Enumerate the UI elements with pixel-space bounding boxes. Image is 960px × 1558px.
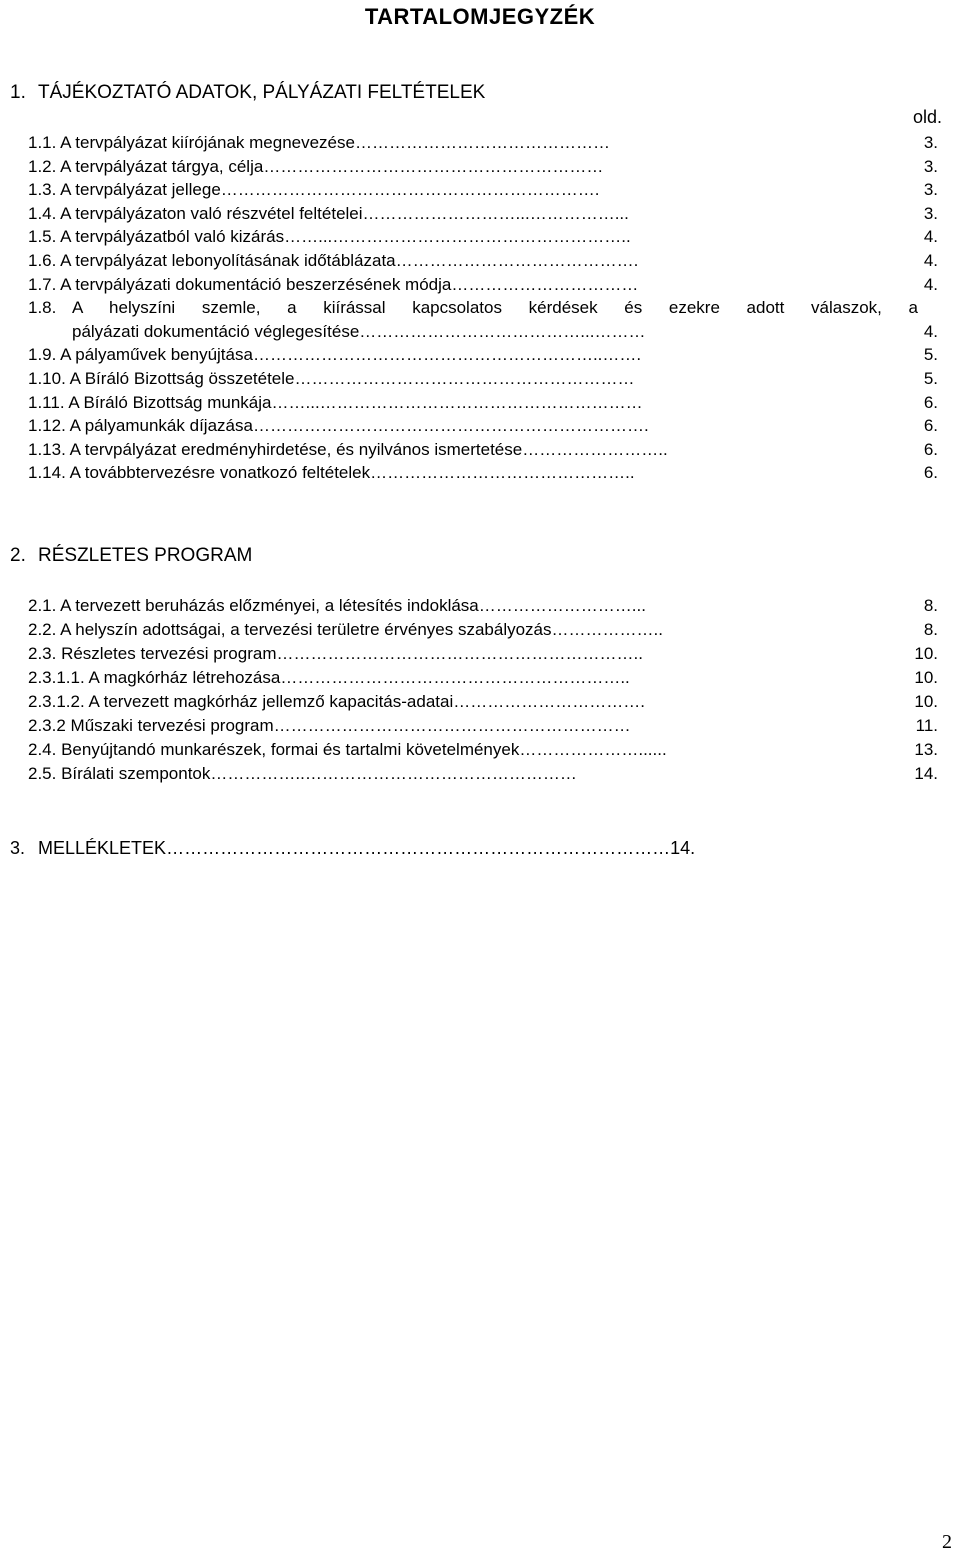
toc-entry-title: 1.3. A tervpályázat jellege bbox=[28, 180, 221, 200]
toc-entry-title: 1.10. A Bíráló Bizottság összetétele bbox=[28, 368, 295, 388]
toc-page-number: 4. bbox=[923, 321, 938, 341]
toc-entry-text bbox=[28, 249, 638, 273]
toc-entry-text bbox=[28, 178, 600, 202]
toc-leader-dots: …………………...... bbox=[519, 740, 667, 759]
toc-entry-text bbox=[28, 414, 649, 438]
toc-leader-dots: ………………………………………………………………………… bbox=[166, 838, 671, 858]
toc-entry bbox=[28, 690, 938, 714]
section-3-heading bbox=[10, 838, 950, 859]
section-number: 3. bbox=[10, 838, 26, 858]
toc-entry bbox=[28, 414, 938, 438]
toc-leader-dots: …………………………………………………………. bbox=[220, 180, 600, 200]
section-title: MELLÉKLETEK bbox=[38, 838, 167, 858]
section-title: RÉSZLETES PROGRAM bbox=[38, 545, 253, 566]
toc-entry-text bbox=[28, 225, 631, 249]
toc-page-number: 14. bbox=[914, 764, 938, 783]
toc-list-section-2 bbox=[28, 594, 938, 786]
toc-entry bbox=[28, 296, 938, 343]
toc-leader-dots: ……...………………………………………………… bbox=[271, 392, 643, 412]
toc-entry bbox=[28, 273, 938, 297]
toc-page-number: 4. bbox=[923, 227, 938, 247]
toc-leader-dots: ……………………………………………………… bbox=[273, 716, 631, 735]
toc-entry bbox=[28, 343, 938, 367]
toc-entry-text bbox=[28, 131, 610, 155]
toc-page-number: 3. bbox=[923, 133, 938, 152]
toc-entry-title: 1.1. A tervpályázat kiírójának megnevezése bbox=[28, 133, 355, 152]
toc-entry-text bbox=[28, 155, 603, 179]
toc-entry-text bbox=[28, 690, 645, 714]
toc-entry bbox=[28, 642, 938, 666]
toc-entry-text bbox=[28, 367, 635, 391]
toc-entry bbox=[28, 178, 938, 202]
toc-entry-number: 1.8. bbox=[28, 298, 57, 318]
toc-leader-dots: ……………………………. bbox=[453, 692, 645, 711]
toc-entry bbox=[28, 202, 938, 226]
page-number: 2 bbox=[942, 1531, 952, 1553]
toc-list-section-1 bbox=[28, 131, 938, 485]
toc-leader-dots: …………………………………………………… bbox=[263, 156, 604, 176]
toc-entry-text-continued bbox=[28, 320, 938, 344]
toc-entry-text-line2: pályázati dokumentáció véglegesítése bbox=[72, 321, 360, 341]
toc-entry-title: 1.4. A tervpályázaton való részvétel feltételei bbox=[28, 203, 363, 223]
toc-entry-title: 1.7. A tervpályázati dokumentáció beszerzésének módja bbox=[28, 274, 452, 294]
toc-leader-dots: …………………………… bbox=[451, 274, 639, 294]
toc-entry bbox=[28, 155, 938, 179]
toc-entry-title: 1.12. A pályamunkák díjazása bbox=[28, 416, 253, 436]
toc-leader-dots: ……………………………………… bbox=[354, 133, 610, 152]
toc-page-number: 10. bbox=[914, 644, 938, 663]
section-number: 1. bbox=[10, 82, 26, 103]
document-title: TARTALOMJEGYZÉK bbox=[364, 4, 596, 29]
toc-page-number: 6. bbox=[923, 463, 938, 483]
toc-page-number: 4. bbox=[923, 274, 938, 294]
section-title: TÁJÉKOZTATÓ ADATOK, PÁLYÁZATI FELTÉTELEK bbox=[38, 82, 486, 103]
toc-entry-title: 2.4. Benyújtandó munkarészek, formai és tartalmi követelmények bbox=[28, 740, 520, 759]
toc-leader-dots: ……………………………………….. bbox=[370, 463, 635, 483]
toc-entry-title: 2.5. Bírálati szempontok bbox=[28, 764, 211, 783]
section-2-heading bbox=[10, 545, 252, 567]
toc-entry bbox=[28, 461, 938, 485]
page-column-label: old. bbox=[912, 107, 942, 127]
toc-leader-dots: …………………………………...……… bbox=[359, 321, 646, 341]
toc-entry-title: 1.6. A tervpályázat lebonyolításának időtáblázata bbox=[28, 250, 396, 270]
toc-entry bbox=[28, 714, 938, 738]
toc-page-number: 3. bbox=[923, 156, 938, 176]
toc-page-number: 8. bbox=[923, 596, 938, 615]
toc-entry-title: 2.3.1.2. A tervezett magkórház jellemző kapacitás-adatai bbox=[28, 692, 454, 711]
toc-entry-title: 2.2. A helyszín adottságai, a tervezési területre érvényes szabályozás bbox=[28, 620, 552, 639]
toc-entry-title: 1.14. A továbbtervezésre vonatkozó feltételek bbox=[28, 463, 371, 483]
toc-entry-text bbox=[28, 618, 663, 642]
toc-leader-dots: …………………………………………………… bbox=[294, 368, 635, 388]
toc-entry bbox=[28, 225, 938, 249]
toc-leader-dots: ………………………...……………... bbox=[362, 203, 629, 223]
toc-entry-text bbox=[28, 391, 643, 415]
toc-page-number: 5. bbox=[923, 345, 938, 365]
toc-entry-title: 1.9. A pályaművek benyújtása bbox=[28, 345, 253, 365]
toc-page-number: 8. bbox=[923, 620, 938, 639]
toc-page-number: 5. bbox=[923, 368, 938, 388]
toc-leader-dots: ……………………………………. bbox=[395, 250, 639, 270]
toc-leader-dots: …………………………………………………….. bbox=[280, 668, 630, 687]
toc-page-number: 10. bbox=[914, 668, 938, 687]
section-1-heading bbox=[10, 82, 485, 104]
toc-entry-title: 2.1. A tervezett beruházás előzményei, a létesítés indoklása bbox=[28, 596, 479, 615]
toc-entry-title: 1.11. A Bíráló Bizottság munkája bbox=[28, 392, 272, 412]
toc-entry-text: A helyszíni szemle, a kiírással kapcsolatos kérdések és ezekre adott válaszok, a bbox=[72, 298, 918, 318]
toc-entry-title: 2.3.2 Műszaki tervezési program bbox=[28, 716, 274, 735]
section-number: 2. bbox=[10, 545, 26, 566]
toc-entry-text bbox=[28, 642, 643, 666]
toc-entry-text bbox=[28, 594, 646, 618]
toc-page-number: 14. bbox=[670, 838, 696, 858]
toc-entry-text bbox=[28, 202, 629, 226]
toc-entry-text bbox=[28, 738, 667, 762]
toc-entry bbox=[28, 738, 938, 762]
toc-entry-text bbox=[28, 714, 631, 738]
toc-leader-dots: ……………..………………………………………… bbox=[210, 764, 577, 783]
toc-leader-dots: ……………………………………………………….. bbox=[276, 644, 643, 663]
toc-page-number: 6. bbox=[923, 416, 938, 436]
toc-leader-dots: ……………………………………………………………. bbox=[252, 416, 649, 436]
toc-entry-title: 2.3.1.1. A magkórház létrehozása bbox=[28, 668, 281, 687]
toc-entry-text bbox=[28, 461, 635, 485]
toc-leader-dots: ………………………... bbox=[478, 596, 646, 615]
toc-entry-text bbox=[28, 343, 641, 367]
toc-leader-dots: ……………….. bbox=[551, 620, 663, 639]
toc-entry bbox=[28, 594, 938, 618]
toc-entry bbox=[28, 438, 938, 462]
toc-entry-title: 1.2. A tervpályázat tárgya, célja bbox=[28, 156, 264, 176]
toc-entry bbox=[28, 367, 938, 391]
toc-entry-text bbox=[28, 666, 630, 690]
toc-page-number: 11. bbox=[915, 716, 938, 735]
toc-page-number: 3. bbox=[923, 180, 938, 200]
toc-page-number: 6. bbox=[923, 439, 938, 459]
toc-entry-title: 1.5. A tervpályázatból való kizárás bbox=[28, 227, 285, 247]
toc-page-number: 4. bbox=[923, 250, 938, 270]
toc-entry bbox=[28, 666, 938, 690]
toc-entry bbox=[28, 391, 938, 415]
toc-page-number: 3. bbox=[923, 203, 938, 223]
toc-entry bbox=[28, 249, 938, 273]
toc-entry-title: 2.3. Részletes tervezési program bbox=[28, 644, 277, 663]
toc-entry bbox=[28, 131, 938, 155]
toc-entry-text bbox=[28, 762, 577, 786]
toc-page-number: 13. bbox=[914, 740, 938, 759]
toc-entry-text bbox=[28, 273, 638, 297]
toc-entry-text bbox=[28, 438, 668, 462]
toc-leader-dots: ……………………………………………………..……. bbox=[252, 345, 642, 365]
toc-leader-dots: …………………….. bbox=[522, 439, 668, 459]
toc-entry bbox=[28, 618, 938, 642]
toc-page-number: 10. bbox=[914, 692, 938, 711]
toc-entry bbox=[28, 762, 938, 786]
toc-leader-dots: ……...…………………………………………….. bbox=[284, 227, 631, 247]
toc-page-number: 6. bbox=[923, 392, 938, 412]
toc-entry-title: 1.13. A tervpályázat eredményhirdetése, és nyilvános ismertetése bbox=[28, 439, 523, 459]
